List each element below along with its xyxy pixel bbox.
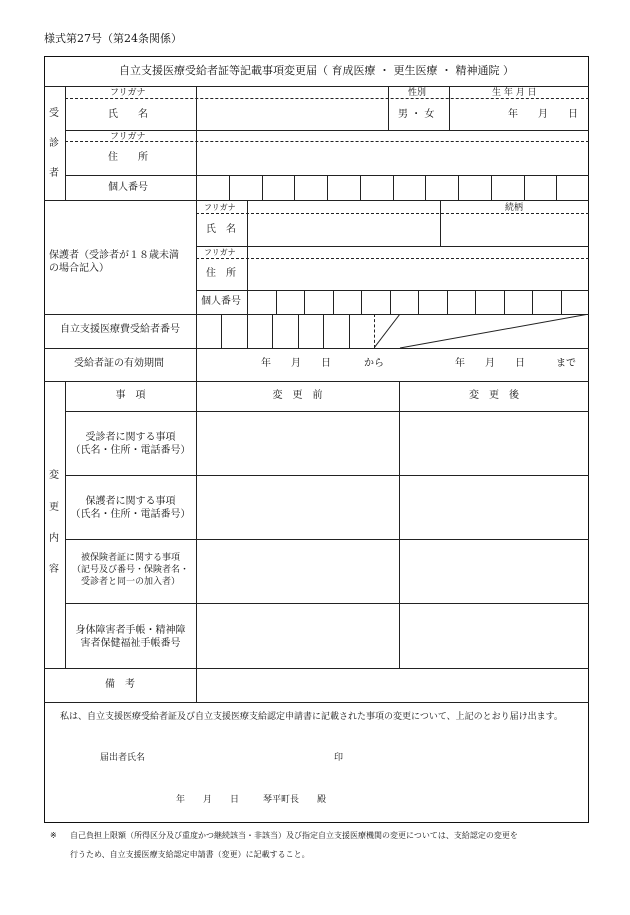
- validity-label: 受給者証の有効期間: [74, 358, 164, 369]
- changes-side-label-1: 変: [49, 470, 59, 481]
- rule: [44, 200, 589, 201]
- digit-box-divider: [418, 290, 419, 314]
- digit-box-divider: [556, 175, 557, 200]
- form-number: 様式第27号（第24条関係）: [44, 32, 182, 45]
- rule: [247, 200, 248, 314]
- digit-box-divider: [276, 290, 277, 314]
- rule: [440, 200, 441, 246]
- guardian-address-furigana-label: フリガナ: [204, 248, 236, 257]
- digit-box-divider: [561, 290, 562, 314]
- rule: [196, 200, 197, 314]
- digit-box-divider: [333, 290, 334, 314]
- rule: [449, 86, 450, 130]
- digit-box-divider: [458, 175, 459, 200]
- patient-furigana-label: フリガナ: [110, 88, 146, 98]
- digit-box-divider: [491, 175, 492, 200]
- note-line-1: 自己負担上限額（所得区分及び重度かつ継続該当・非該当）及び指定自立支援医療機関の変更については、支給認定の変更を: [70, 831, 518, 840]
- declaration: 私は、自立支援医療受給者証及び自立支援医療支給認定申請書に記載された事項の変更について、上記のとおり届け出ます。: [60, 712, 563, 722]
- submission-date: 年 月 日: [176, 795, 240, 805]
- digit-box-divider: [532, 290, 533, 314]
- digit-box-divider: [393, 175, 394, 200]
- rule: [399, 381, 400, 668]
- rule: [196, 246, 589, 247]
- patient-side-label-3: 者: [49, 168, 59, 179]
- digit-box-divider: [294, 175, 295, 200]
- digit-box-divider: [272, 314, 273, 348]
- rule: [65, 86, 66, 200]
- birthdate-value: 年 月 日: [508, 109, 578, 120]
- patient-name-label: 氏 名: [108, 109, 148, 120]
- change-item-handbook: 身体障害者手帳・精神障 害者保健福祉手帳番号: [75, 625, 186, 649]
- addressee: 琴平町長 殿: [263, 795, 327, 805]
- gender-options: 男 ・ 女: [398, 109, 435, 120]
- note-line-2: 行うため、自立支援医療支給認定申請書（変更）に記載すること。: [70, 850, 310, 859]
- digit-box-divider: [323, 314, 324, 348]
- patient-side-label-1: 受: [49, 108, 59, 119]
- digit-box-divider: [247, 314, 248, 348]
- patient-personal-number-label: 個人番号: [108, 182, 148, 193]
- digit-box-divider: [390, 290, 391, 314]
- digit-box-divider: [475, 290, 476, 314]
- digit-box-divider: [447, 290, 448, 314]
- seal-mark: 印: [334, 753, 344, 763]
- rule: [196, 258, 589, 259]
- rule: [196, 86, 197, 200]
- digit-box-divider: [304, 290, 305, 314]
- guardian-address-label: 住 所: [206, 268, 236, 279]
- remarks-label: 備 考: [105, 679, 135, 690]
- rule: [65, 603, 589, 604]
- after-header: 変 更 後: [469, 390, 519, 401]
- rule: [65, 475, 589, 476]
- change-item-guardian: 保護者に関する事項 （氏名・住所・電話番号）: [70, 496, 191, 520]
- gender-header: 性別: [408, 88, 427, 98]
- changes-side-label-3: 内: [49, 533, 59, 544]
- rule: [196, 381, 197, 702]
- patient-address-furigana-label: フリガナ: [110, 132, 146, 142]
- rule: [196, 213, 589, 214]
- digit-box-divider: [349, 314, 350, 348]
- note-mark: ※: [50, 831, 57, 840]
- digit-box-divider: [298, 314, 299, 348]
- digit-box-divider: [425, 175, 426, 200]
- rule: [44, 702, 589, 703]
- digit-box-divider: [327, 175, 328, 200]
- guardian-furigana-label: フリガナ: [204, 203, 236, 212]
- recipient-number-diagonals: [374, 314, 590, 348]
- changes-side-label-2: 更: [49, 502, 59, 513]
- rule: [44, 348, 589, 349]
- changes-side-label-4: 容: [49, 564, 59, 575]
- change-item-insurance: 被保険者証に関する事項 （記号及び番号・保険者名・ 受診者と同一の加入者）: [71, 553, 189, 587]
- digit-box-divider: [262, 175, 263, 200]
- rule: [65, 411, 589, 412]
- guardian-label: 保護者（受診者が１８歳未満 の場合記入）: [49, 250, 179, 274]
- rule: [196, 314, 197, 348]
- rule: [196, 348, 197, 381]
- guardian-name-label: 氏 名: [206, 224, 236, 235]
- digit-box-divider: [360, 175, 361, 200]
- digit-box-divider: [361, 290, 362, 314]
- change-item-patient: 受診者に関する事項 （氏名・住所・電話番号）: [70, 432, 191, 456]
- patient-side-label-2: 診: [49, 138, 59, 149]
- digit-box-divider: [229, 175, 230, 200]
- rule: [388, 86, 389, 130]
- digit-box-divider: [504, 290, 505, 314]
- relation-header: 続柄: [505, 203, 524, 213]
- applicant-label: 届出者氏名: [100, 753, 146, 763]
- rule: [44, 381, 589, 382]
- before-header: 変 更 前: [272, 390, 323, 401]
- patient-address-label: 住 所: [108, 152, 148, 163]
- validity-to-word: まで: [556, 358, 576, 369]
- validity-to-date: 年 月 日: [455, 358, 525, 369]
- validity-from-word: から: [364, 358, 384, 369]
- item-header: 事 項: [115, 390, 146, 401]
- form-title: 自立支援医療受給者証等記載事項変更届（ 育成医療 ・ 更生医療 ・ 精神通院 ）: [119, 64, 514, 77]
- digit-box-divider: [524, 175, 525, 200]
- rule: [196, 290, 589, 291]
- digit-box-divider: [221, 314, 222, 348]
- rule: [65, 539, 589, 540]
- recipient-number-label: 自立支援医療費受給者番号: [60, 324, 180, 335]
- validity-from-date: 年 月 日: [261, 358, 331, 369]
- guardian-personal-number-label: 個人番号: [201, 296, 241, 307]
- birthdate-header: 生 年 月 日: [492, 88, 537, 98]
- rule: [44, 668, 589, 669]
